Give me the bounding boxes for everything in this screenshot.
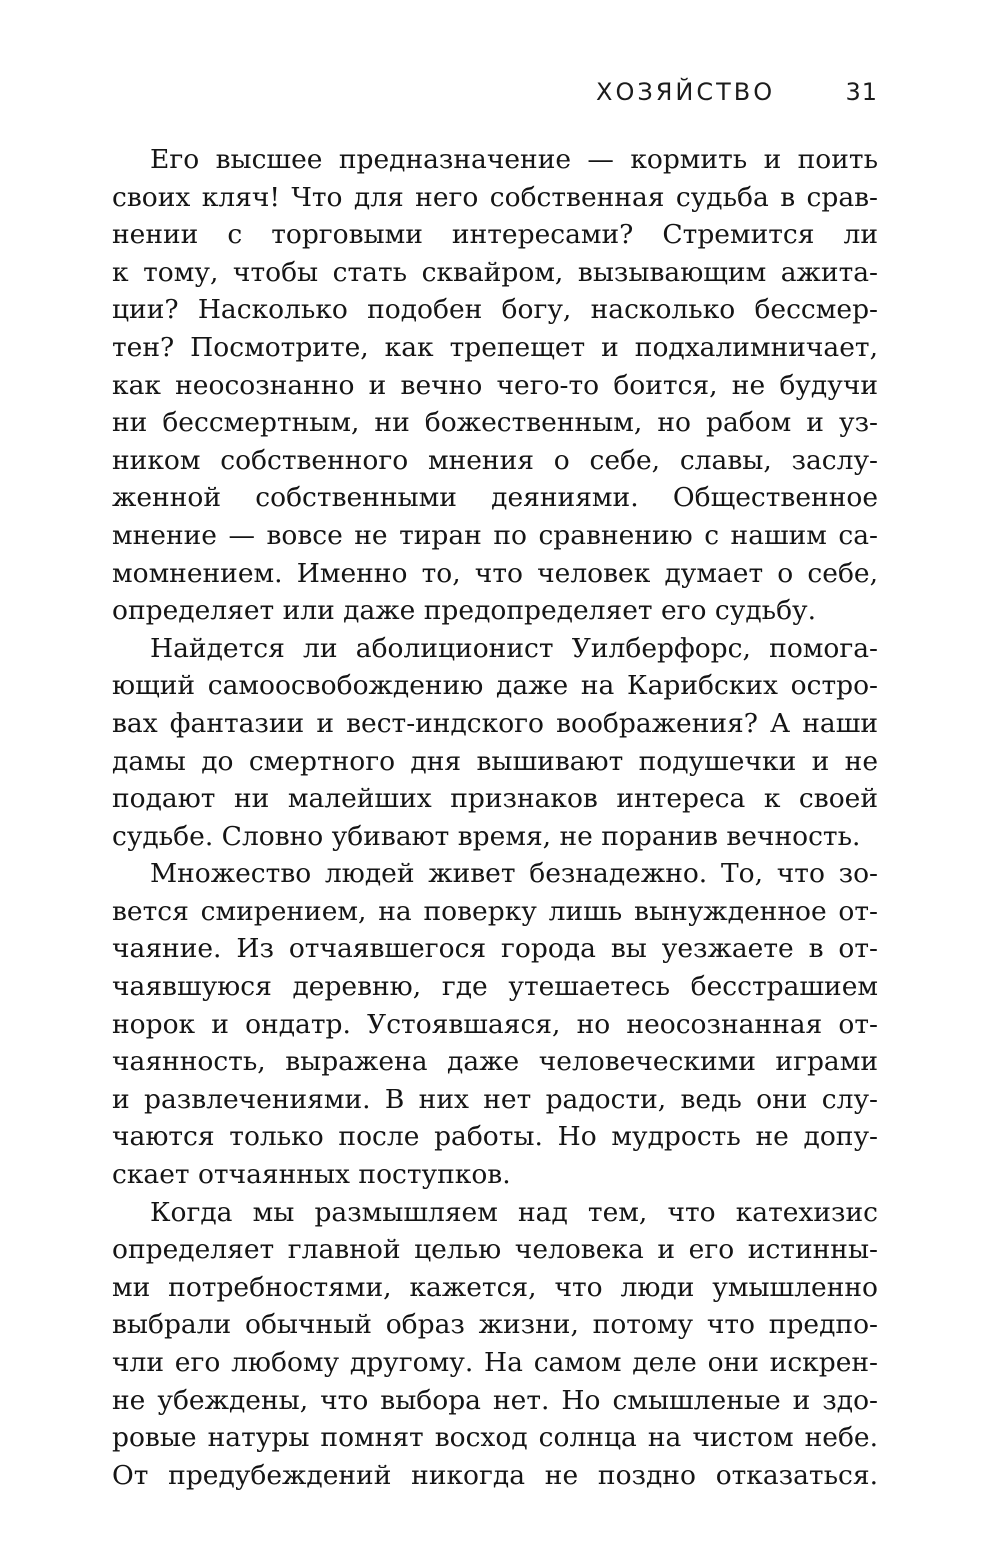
text-line: Множество людей живет безнадежно. То, что зо- xyxy=(150,858,878,890)
running-head xyxy=(112,78,878,118)
paragraph xyxy=(112,1194,878,1495)
running-title: ХОЗЯЙСТВО xyxy=(596,78,776,106)
text-line: ющий самоосвобождению даже на Карибских остро- xyxy=(112,670,878,702)
paragraph xyxy=(112,630,878,856)
text-line: вах фантазии и вест-индского воображения? А наши xyxy=(112,707,878,739)
text-line: чаются только после работы. Но мудрость не допу- xyxy=(112,1121,878,1153)
text-line: чаянность, выражена даже человеческими играми xyxy=(112,1046,878,1078)
text-line: чаявшуюся деревню, где утешаетесь бесстрашием xyxy=(112,971,878,1003)
text-line: ции? Насколько подобен богу, насколько бессмер- xyxy=(112,294,878,326)
body-text xyxy=(112,141,878,1494)
text-line: своих кляч! Что для него собственная судьба в срав- xyxy=(112,181,878,213)
text-line: Найдется ли аболиционист Уилберфорс, помога- xyxy=(150,632,878,664)
text-line: дамы до смертного дня вышивают подушечки и не xyxy=(112,745,878,777)
text-line: ником собственного мнения о себе, славы, заслу- xyxy=(112,444,878,476)
text-line: чли его любому другому. На самом деле они искрен- xyxy=(112,1347,878,1378)
page-number: 31 xyxy=(845,78,878,106)
text-line: судьбе. Словно убивают время, не поранив вечность. xyxy=(112,820,861,852)
text-line: вется смирением, на поверку лишь вынужденное от- xyxy=(112,895,878,927)
text-line: Когда мы размышляем над тем, что катехизис xyxy=(150,1196,878,1228)
text-line: От предубеждений никогда не поздно отказаться. xyxy=(112,1459,878,1491)
text-line: определяет главной целью человека и его истинны- xyxy=(112,1234,878,1266)
text-line: и развлечениями. В них нет радости, ведь они слу- xyxy=(112,1083,878,1115)
text-line: норок и ондатр. Устоявшаяся, но неосознанная от- xyxy=(112,1008,878,1040)
text-line: мнение — вовсе не тиран по сравнению с нашим са- xyxy=(112,519,878,551)
text-line: подают ни малейших признаков интереса к своей xyxy=(112,783,878,815)
text-line: ми потребностями, кажется, что люди умышленно xyxy=(112,1271,878,1303)
text-line: как неосознанно и вечно чего-то боится, не будучи xyxy=(112,369,878,401)
text-line: чаяние. Из отчаявшегося города вы уезжаете в от- xyxy=(112,933,878,965)
text-line: момнением. Именно то, что человек думает о себе, xyxy=(112,557,878,589)
text-line: Его высшее предназначение — кормить и поить xyxy=(150,144,878,175)
text-line: определяет или даже предопределяет его судьбу. xyxy=(112,595,817,627)
text-line: нении с торговыми интересами? Стремится ли xyxy=(112,219,878,251)
text-line: ни бессмертным, ни божественным, но рабом и уз- xyxy=(112,407,878,439)
text-line: к тому, чтобы стать сквайром, вызывающим ажита- xyxy=(112,256,878,288)
paragraph xyxy=(112,141,878,630)
text-line: выбрали обычный образ жизни, потому что предпо- xyxy=(112,1309,878,1341)
text-line: тен? Посмотрите, как трепещет и подхалимничает, xyxy=(112,331,878,363)
text-line: женной собственными деяниями. Общественное xyxy=(112,482,878,514)
paragraph xyxy=(112,855,878,1193)
text-line: ровые натуры помнят восход солнца на чистом небе. xyxy=(112,1422,878,1454)
text-line: скает отчаянных поступков. xyxy=(112,1159,511,1191)
text-line: не убеждены, что выбора нет. Но смышленые и здо- xyxy=(112,1384,878,1416)
